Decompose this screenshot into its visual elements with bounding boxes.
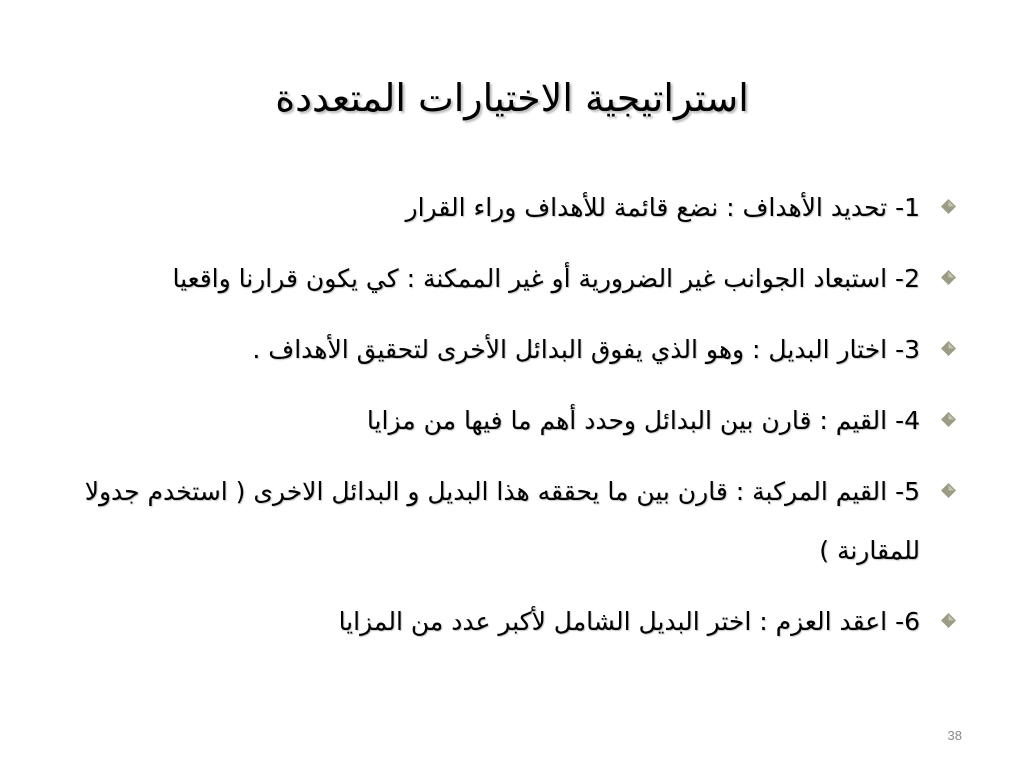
bullet-item [70, 320, 958, 379]
bullet-item [70, 249, 958, 308]
diamond-icon [941, 341, 956, 356]
bullet-item [70, 178, 958, 237]
diamond-icon [941, 613, 956, 628]
bullet-list [70, 178, 958, 663]
bullet-item [70, 462, 958, 580]
bullet-text: 4- القيم : قارن بين البدائل وحدد أهم ما فيها من مزايا [366, 406, 920, 435]
diamond-icon [941, 412, 956, 427]
bullet-text: 6- اعقد العزم : اختر البديل الشامل لأكبر عدد من المزايا [338, 607, 920, 636]
bullet-text: 3- اختار البديل : وهو الذي يفوق البدائل الأخرى لتحقيق الأهداف . [252, 335, 920, 364]
bullet-text: 5- القيم المركبة : قارن بين ما يحققه هذا البديل و البدائل الاخرى ( استخدم جدولا للمقارنة ) [84, 477, 920, 565]
slide-title: استراتيجية الاختيارات المتعددة [275, 76, 749, 120]
diamond-icon [941, 483, 956, 498]
bullet-item [70, 592, 958, 651]
diamond-icon [941, 199, 956, 214]
page-number: 38 [947, 728, 962, 743]
bullet-text: 2- استبعاد الجوانب غير الضرورية أو غير الممكنة : كي يكون قرارنا واقعيا [172, 264, 920, 293]
diamond-icon [941, 270, 956, 285]
bullet-text: 1- تحديد الأهداف : نضع قائمة للأهداف وراء القرار [405, 193, 920, 222]
bullet-item [70, 391, 958, 450]
